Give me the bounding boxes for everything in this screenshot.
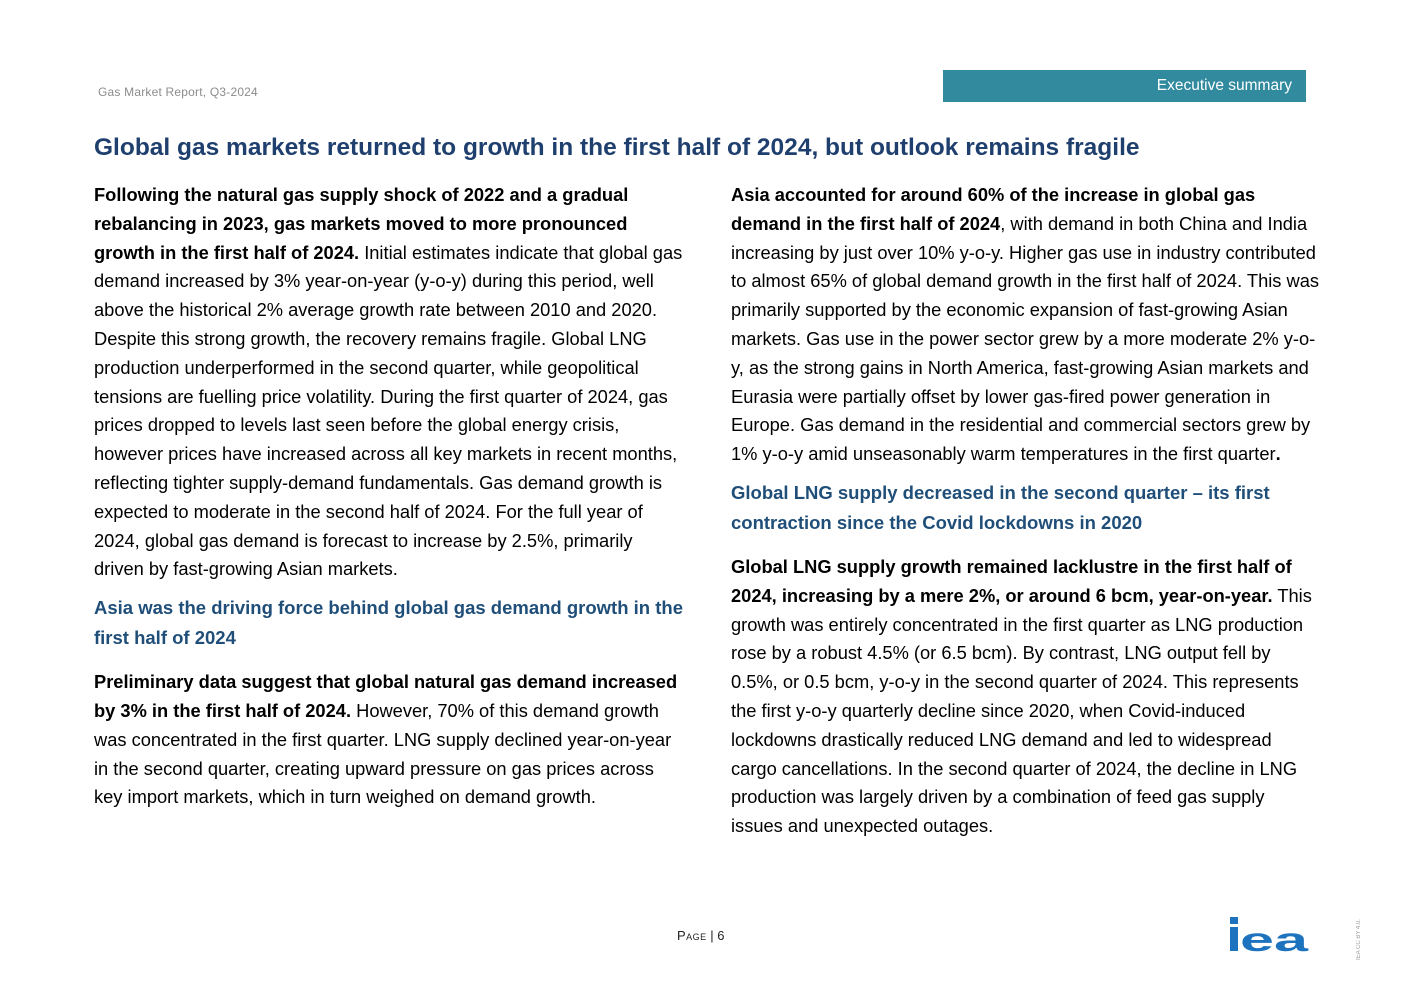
right-subheading: Global LNG supply decreased in the second quarter – its first contraction since the Covid lockdowns in 2020 [731,481,1270,533]
section-tab-label: Executive summary [1156,77,1292,94]
right-paragraph-1 [731,181,1321,469]
left-subheading: Asia was the driving force behind global gas demand growth in the first half of 2024 [94,597,683,649]
page-label: Page [677,928,707,943]
page-headline: Global gas markets returned to growth in the first half of 2024, but outlook remains fragile [94,134,1140,161]
right-paragraph-1-end: . [1275,443,1281,465]
svg-text:ea: ea [1240,921,1310,953]
right-paragraph-2-text: This growth was entirely concentrated in the first quarter as LNG production rose by a robust 4.5% (or 6.5 bcm). By contrast, LNG output fell by 0.5%, or 0.5 bcm, y-o-y in the second quarter of 2024. This represents the first y-o-y quarterly decline since 2020, when Covid-induced lockdowns drastically reduced LNG demand and led to widespread cargo cancellations. In the second quarter of 2024, the decline in LNG production was largely driven by a combination of feed gas supply issues and unexpected outages. [731,584,1312,837]
left-paragraph-1 [94,181,684,584]
left-paragraph-1-bold: Following the natural gas supply shock of 2022 and a gradual rebalancing in 2023, gas markets moved to more pronounced growth in the first half of 2024. [94,184,629,263]
left-paragraph-2-bold: Preliminary data suggest that global natural gas demand increased by 3% in the first half of 2024. [94,671,678,721]
right-paragraph-1-text: , with demand in both China and India increasing by just over 10% y-o-y. Higher gas use in industry contributed to almost 65% of global demand growth in the first half of 2024. This was primarily supported by the economic expansion of fast-growing Asian markets. Gas use in the power sector grew by a more moderate 2% y-o-y, as the strong gains in North America, fast-growing Asian markets and Eurasia were partially offset by lower gas-fired power generation in Europe. Gas demand in the residential and commercial sectors grew by 1% y-o-y amid unseasonably warm temperatures in the first quarter [731,212,1320,465]
page-separator: | [706,928,718,943]
left-paragraph-1-text: Initial estimates indicate that global gas demand increased by 3% year-on-year (y-o-y) during this period, well above the historical 2% average growth rate between 2010 and 2020. Despite this strong growth, the recovery remains fragile. Global LNG production underperformed in the second quarter, while geopolitical tensions are fuelling price volatility. During the first quarter of 2024, gas prices dropped to levels last seen before the global energy crisis, however prices have increased across all key markets in recent months, reflecting tighter supply-demand fundamentals. Gas demand growth is expected to moderate in the second half of 2024. For the full year of 2024, global gas demand is forecast to increase by 2.5%, primarily driven by fast-growing Asian markets. [94,241,683,580]
left-paragraph-2 [94,668,684,812]
left-column [94,181,684,812]
section-tab [943,70,1306,102]
right-paragraph-2 [731,553,1321,841]
license-note: IEA CC BY 4.0. [1356,919,1362,960]
iea-logo-icon [1228,917,1310,953]
right-paragraph-1-bold: Asia accounted for around 60% of the increase in global gas demand in the first half of 2024 [731,184,1256,234]
left-paragraph-2-text: However, 70% of this demand growth was concentrated in the first quarter. LNG supply declined year-on-year in the second quarter, creating upward pressure on gas prices across key import markets, which in turn weighed on demand growth. [94,699,672,808]
right-paragraph-2-bold: Global LNG supply growth remained lacklustre in the first half of 2024, increasing by a mere 2%, or around 6 bcm, year-on-year. [731,555,1292,606]
right-column [731,181,1321,841]
page-number [677,928,725,943]
report-name: Gas Market Report, Q3-2024 [98,85,258,99]
page-number-value: 6 [717,928,725,943]
